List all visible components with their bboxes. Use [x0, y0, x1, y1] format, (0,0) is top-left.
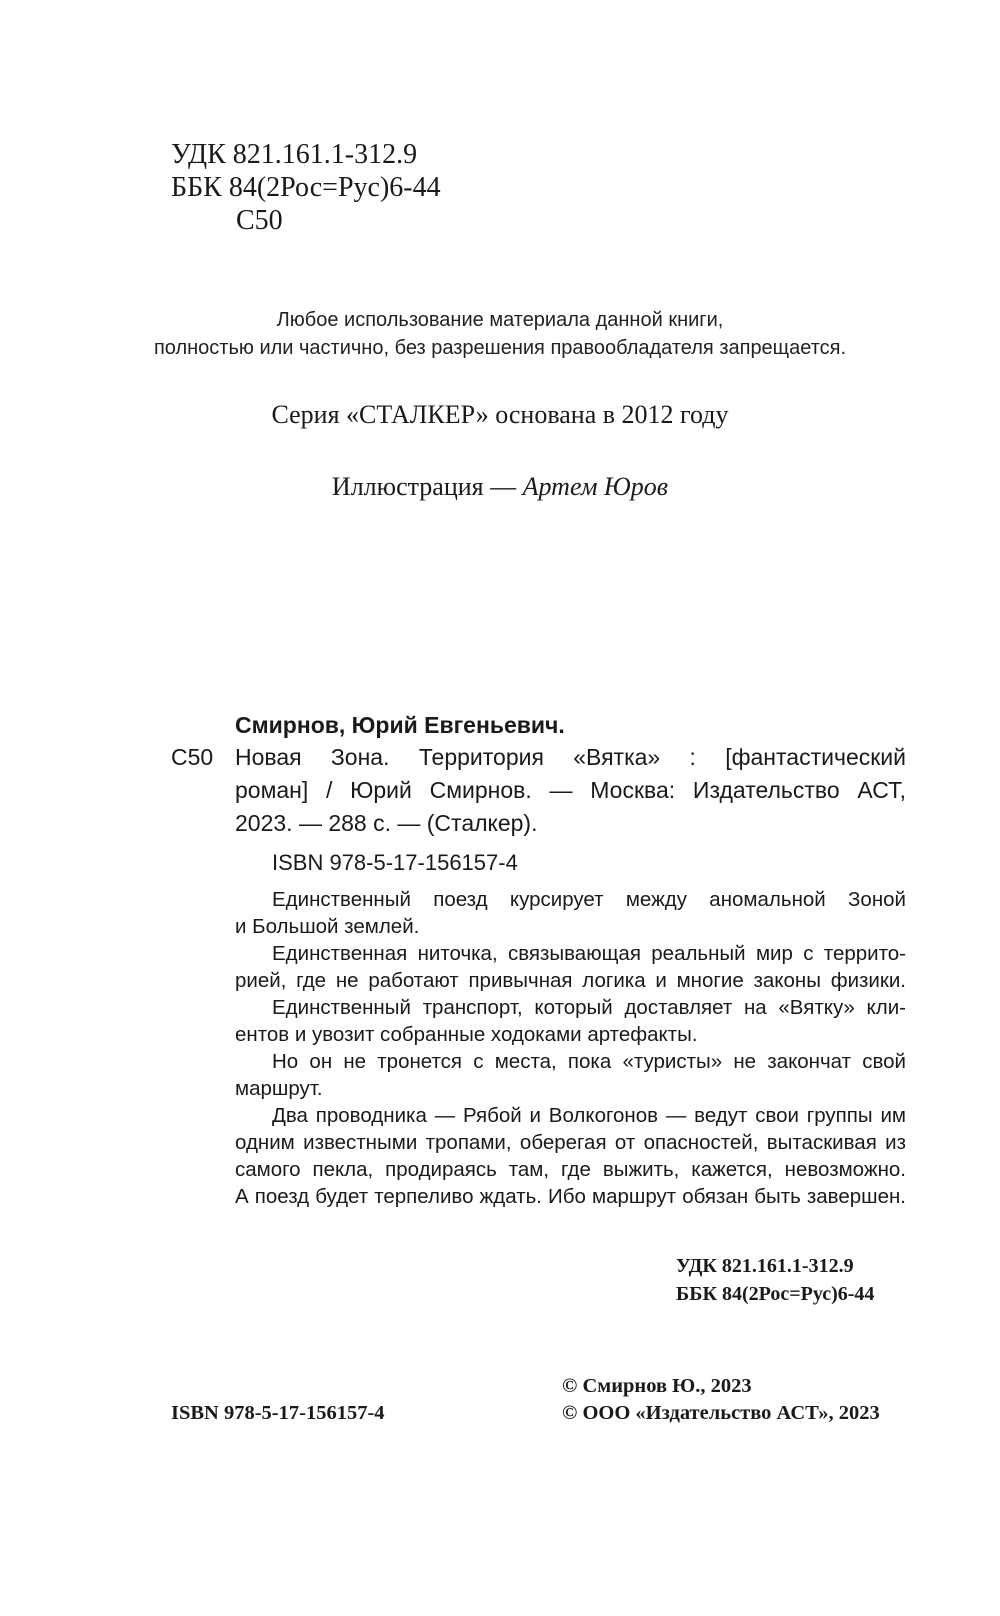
record-isbn: ISBN 978-5-17-156157-4 — [272, 850, 518, 875]
record-title-line-1: Новая Зона. Территория «Вятка» : [фантастический — [235, 744, 906, 770]
footer-udk: УДК 821.161.1-312.9 — [676, 1255, 854, 1277]
footer-isbn: ISBN 978-5-17-156157-4 — [171, 1402, 385, 1424]
illustration-credit — [0, 470, 1000, 504]
rights-notice-line-1: Любое использование материала данной книги, — [276, 309, 724, 331]
series-statement: Серия «СТАЛКЕР» основана в 2012 году — [271, 400, 729, 429]
copyright-publisher: © ООО «Издательство АСТ», 2023 — [562, 1402, 880, 1424]
annotation-line-11: самого пекла, продираясь там, где выжить, кажется, невозможно. — [235, 1158, 906, 1181]
annotation-line-5: Единственный транспорт, который доставляет на «Вятку» кли- — [272, 996, 906, 1019]
illustration-label: Иллюстрация — — [331, 472, 523, 501]
annotation-line-10: одним известными тропами, оберегая от опасностей, вытаскивая из — [235, 1131, 906, 1154]
record-title-line-3: 2023. — 288 с. — (Сталкер). — [235, 810, 538, 836]
annotation-line-3: Единственная ниточка, связывающая реальный мир с террито- — [272, 942, 906, 965]
header-bbk: ББК 84(2Рос=Рус)6-44 — [171, 172, 441, 203]
annotation-line-9: Два проводника — Рябой и Волкогонов — ведут свои группы им — [272, 1104, 906, 1127]
annotation-line-1: Единственный поезд курсирует между аномальной Зоной — [272, 888, 906, 911]
record-author-code: С50 — [171, 744, 214, 770]
record-author: Смирнов, Юрий Евгеньевич. — [235, 712, 565, 738]
header-udk: УДК 821.161.1-312.9 — [171, 139, 418, 170]
footer-bbk: ББК 84(2Рос=Рус)6-44 — [676, 1283, 875, 1305]
rights-notice-line-2: полностью или частично, без разрешения правообладателя запрещается. — [153, 337, 847, 359]
header-author-code: С50 — [236, 205, 283, 236]
annotation-line-7: Но он не тронется с места, пока «туристы» не закончат свой — [272, 1050, 906, 1073]
copyright-author: © Смирнов Ю., 2023 — [562, 1375, 752, 1397]
annotation-line-4: рией, где не работают привычная логика и многие законы физики. — [235, 969, 906, 992]
illustration-artist: Артем Юров — [522, 472, 669, 501]
annotation-line-8: маршрут. — [235, 1077, 323, 1100]
record-title-line-2: роман] / Юрий Смирнов. — Москва: Издательство АСТ, — [235, 777, 906, 803]
annotation-line-2: и Большой землей. — [235, 915, 420, 938]
annotation-line-12: А поезд будет терпеливо ждать. Ибо маршрут обязан быть завершен. — [235, 1185, 906, 1208]
annotation-line-6: ентов и увозит собранные ходоками артефакты. — [235, 1023, 698, 1046]
